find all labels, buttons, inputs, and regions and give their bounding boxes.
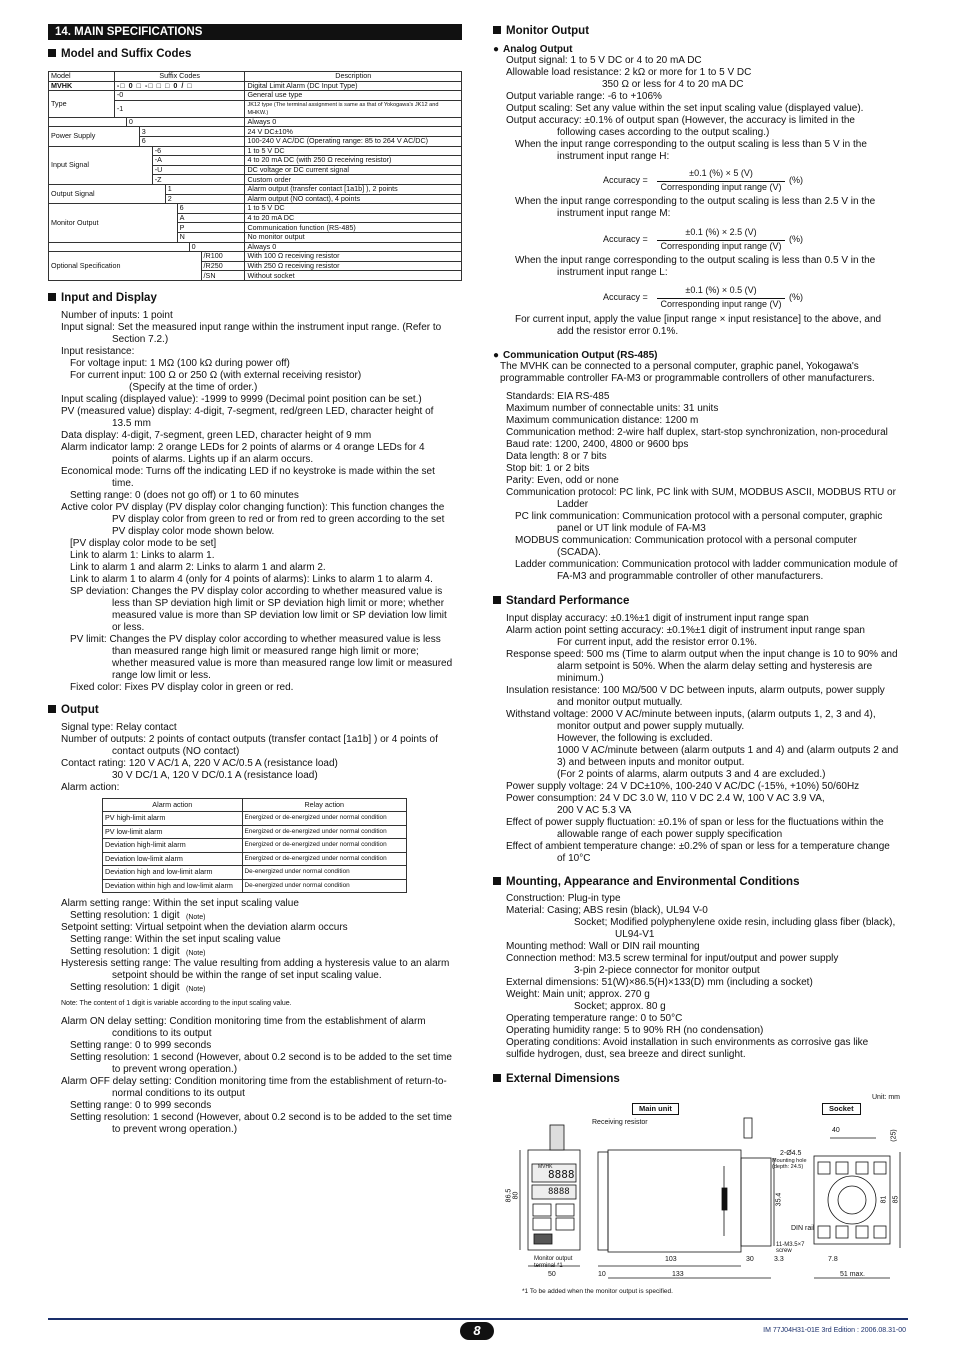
description-cell: No monitor output (245, 232, 462, 242)
mounting-heading: Mounting, Appearance and Environmental Conditions (493, 876, 799, 888)
text-line: 200 V AC 5.3 VA (557, 805, 632, 816)
group-label: Optional Specification (49, 252, 202, 281)
description-cell: JK12 type (The terminal assignment is same as that of Yokogawa's JK12 and MHKW.) (245, 100, 462, 117)
text-line: Operating conditions: Avoid installation in such environments as corrosive gas like (506, 1037, 869, 1048)
text-line: Setting range: Within the set input scaling value (70, 934, 281, 945)
text-line: monitor output and power supply mutually. (557, 721, 745, 732)
text-line: Baud rate: 1200, 2400, 4800 or 9600 bps (506, 439, 689, 450)
dim-85: 85 (892, 1195, 900, 1204)
text-line: PV display color from green to red or from red to green according to the set (112, 514, 445, 525)
text-line: For voltage input: 1 MΩ (100 kΩ during power off) (70, 358, 290, 369)
text-line: Power supply voltage: 24 V DC±10%, 100-240 V AC/DC (-15%, +10%) 50/60Hz (506, 781, 860, 792)
text-line: Alarm setting range: Within the set input scaling value (61, 898, 299, 909)
text-line: Insulation resistance: 100 MΩ/500 V DC between inputs, alarm outputs, power supply (506, 685, 885, 696)
alarm-action-cell: Deviation high and low-limit alarm (103, 866, 243, 880)
table-row (103, 812, 407, 826)
table-row (49, 81, 462, 91)
description-cell: General use type (245, 91, 462, 101)
table-row (103, 852, 407, 866)
text-line: Standards: EIA RS-485 (506, 391, 610, 402)
relay-action-cell: De-energized under normal condition (242, 879, 406, 893)
text-line: Operating humidity range: 5 to 90% RH (no condensation) (506, 1025, 764, 1036)
description-cell: 1 to 5 V DC (245, 204, 462, 214)
mounting-hole-note: Mounting hole (depth: 24.5) (772, 1158, 807, 1170)
text-line: add the resistor error 0.1%. (557, 326, 679, 337)
text-line: (Specify at the time of order.) (129, 382, 258, 393)
description-cell: Always 0 (245, 117, 462, 127)
text-line: PV display color mode shown below. (112, 526, 275, 537)
header-suffix: Suffix Codes (114, 72, 245, 82)
text-line: instrument input range L: (557, 267, 668, 278)
text-line: contact outputs (NO contact) (112, 746, 240, 757)
text-line: setpoint should be within the range of set input scaling value. (112, 970, 382, 981)
text-line: PV limit: Changes the PV display color according to whether measured value is less (70, 634, 441, 645)
text-line: programmable controller FA-M3 or programmable controllers of other manufacturers. (500, 373, 875, 384)
text-line: Link to alarm 1 to alarm 4 (only for 4 points of alarms): Links to alarm 1 to alarm 4. (70, 574, 433, 585)
note-tag: (Note) (186, 986, 206, 993)
table-row (49, 242, 462, 252)
output-heading: Output (48, 704, 99, 716)
description-cell: 4 to 20 mA DC (245, 213, 462, 223)
alarm-action-table (102, 798, 407, 893)
text-line: instrument input range M: (557, 208, 671, 219)
text-line: Link to alarm 1 and alarm 2: Links to alarm 1 and alarm 2. (70, 562, 326, 573)
dimensions-footnote: *1 To be added when the monitor output is specified. (522, 1288, 673, 1295)
dim-51max: 51 max. (840, 1271, 865, 1278)
text-line: Input scaling (displayed value): -1999 to 9999 (Decimal point position can be set.) (61, 394, 422, 405)
description-cell: Custom order (245, 175, 462, 185)
mounting-hole-label: 2-Ø4.5 (780, 1150, 802, 1157)
text-line: SP deviation: Changes the PV display color according to whether measured value is (70, 586, 443, 597)
text-line: However, the following is excluded. (557, 733, 713, 744)
monitor-terminal-label: Monitor output terminal *1 (534, 1256, 573, 1269)
text-line: When the input range corresponding to the output scaling is less than 2.5 V in the (515, 196, 876, 207)
description-cell: 4 to 20 mA DC (with 250 Ω receiving resistor) (245, 156, 462, 166)
dim-40: 40 (832, 1127, 840, 1134)
alarm-action-cell: PV high-limit alarm (103, 812, 243, 826)
empty-cell (49, 117, 127, 127)
text-line: sulfide hydrogen, dust, sea breeze and direct sunlight. (506, 1049, 746, 1060)
description-cell: Always 0 (245, 242, 462, 252)
text-line: External dimensions: 51(W)×86.5(H)×133(D) mm (including a socket) (506, 977, 813, 988)
text-line: Contact rating: 120 V AC/1 A, 220 V AC/0.5 A (resistance load) (61, 758, 338, 769)
alarm-action-cell: Deviation high-limit alarm (103, 839, 243, 853)
table-row (49, 117, 462, 127)
table-row (49, 204, 462, 214)
text-line: allowable range of each power supply specification (557, 829, 783, 840)
text-line: Section 7.2.) (112, 334, 169, 345)
table-row (49, 91, 462, 101)
dim-10: 10 (598, 1271, 606, 1278)
text-line: Signal type: Relay contact (61, 722, 177, 733)
code-cell: N (177, 232, 245, 242)
text-line: Alarm action point setting accuracy: ±0.1%±1 digit of instrument input range span (506, 625, 865, 636)
header-description: Description (245, 72, 462, 82)
table-header-row (103, 799, 407, 812)
description-cell: Communication function (RS-485) (245, 223, 462, 233)
text-line: Effect of ambient temperature change: ±0.2% of span or less for a temperature change (506, 841, 890, 852)
text-line: Setting resolution: 1 digit (70, 910, 180, 921)
text-line: Alarm OFF delay setting: Condition monitoring time from the establishment of return-to- (61, 1076, 447, 1087)
table-row (103, 839, 407, 853)
text-line: less than SP deviation high limit or SP deviation high limit or more; whether (112, 598, 445, 609)
dim-30: 30 (746, 1256, 754, 1263)
text-line: 30 V DC/1 A, 120 V DC/0.1 A (resistance load) (112, 770, 318, 781)
section-title: 14. MAIN SPECIFICATIONS (48, 24, 462, 40)
text-line: For current input, apply the value [input range × input resistance] to the above, and (515, 314, 882, 325)
group-label: Input Signal (49, 146, 153, 184)
text-line: FA-M3 and programmable controller of other manufacturers. (557, 571, 824, 582)
text-line: Setting resolution: 1 digit (70, 982, 180, 993)
text-line: Allowable load resistance: 2 kΩ or more for 1 to 5 V DC (506, 67, 752, 78)
document-reference: IM 77J04H31-01E 3rd Edition : 2006.08.31-00 (763, 1327, 906, 1334)
text-line: range low limit or less. (112, 670, 211, 681)
group-label: Monitor Output (49, 204, 178, 242)
input-display-heading: Input and Display (48, 292, 157, 304)
description-cell: Alarm output (transfer contact [1a1b] ), 2 points (245, 184, 462, 194)
page-number: 8 (460, 1322, 494, 1340)
group-label: Type (49, 91, 115, 118)
description-cell: Alarm output (NO contact), 4 points (245, 194, 462, 204)
description-cell: 24 V DC±10% (245, 127, 462, 137)
text-line: Output accuracy: ±0.1% of output span (However, the accuracy is limited in the (506, 115, 855, 126)
text-line: Connection method: M3.5 screw terminal for input/output and power supply (506, 953, 839, 964)
table-row (103, 866, 407, 880)
text-line: Alarm ON delay setting: Condition monitoring time from the establishment of alarm (61, 1016, 426, 1027)
header-model: Model (49, 72, 115, 82)
text-line: of 10°C (557, 853, 591, 864)
dim-7-8: 7.8 (828, 1256, 838, 1263)
table-row (49, 252, 462, 262)
group-label: Output Signal (49, 184, 166, 203)
dim-35-4: 35.4 (775, 1192, 783, 1207)
table-row (103, 825, 407, 839)
text-line: and monitor output mutually. (557, 697, 683, 708)
text-line: 3-pin 2-piece connector for monitor output (574, 965, 760, 976)
text-line: When the input range corresponding to the output scaling is less than 5 V in the (515, 139, 867, 150)
code-cell: 6 (177, 204, 245, 214)
dimensions-heading: External Dimensions (493, 1073, 620, 1085)
suffix-pattern: -□ 0 □ -□ □ □ 0 / □ (114, 81, 245, 91)
code-cell: /R100 (201, 252, 245, 262)
text-line: For current input, add the resistor error 0.1%. (557, 637, 758, 648)
text-line: Effect of power supply fluctuation: ±0.1% of span or less for the fluctuations within the (506, 817, 884, 828)
dim-3-3: 3.3 (774, 1256, 784, 1263)
text-line: or less. (112, 622, 145, 633)
text-line: following cases according to the output scaling.) (557, 127, 770, 138)
table-row (49, 127, 462, 137)
relay-action-cell: Energized or de-energized under normal condition (242, 812, 406, 826)
text-line: Withstand voltage: 2000 V AC/minute between inputs, (alarm outputs 1, 2, 3 and 4), (506, 709, 876, 720)
text-line: PC link communication: Communication protocol with a personal computer, graphic (515, 511, 883, 522)
dim-133: 133 (672, 1271, 684, 1278)
text-line: Economical mode: Turns off the indicating LED if no keystroke is made within the set (61, 466, 435, 477)
analog-output-subheading: ● Analog Output (493, 44, 572, 55)
alarm-action-cell: Deviation within high and low-limit alarm (103, 879, 243, 893)
text-line: Input display accuracy: ±0.1%±1 digit of instrument input range span (506, 613, 809, 624)
description-cell: DC voltage or DC current signal (245, 165, 462, 175)
table-row (103, 879, 407, 893)
text-line: minimum.) (557, 673, 604, 684)
text-line: Output signal: 1 to 5 V DC or 4 to 20 mA DC (506, 55, 702, 66)
text-line: Maximum number of connectable units: 31 units (506, 403, 719, 414)
text-line: 1000 V AC/minute between (alarm outputs 1 and 4) and (alarm outputs 2 and (557, 745, 899, 756)
note-tag: (Note) (186, 950, 206, 957)
text-line: Setpoint setting: Virtual setpoint when the deviation alarm occurs (61, 922, 348, 933)
text-line: (For 2 points of alarms, alarm outputs 3 and 4 are excluded.) (557, 769, 826, 780)
dim-103: 103 (665, 1256, 677, 1263)
text-line: Stop bit: 1 or 2 bits (506, 463, 590, 474)
text-line: MODBUS communication: Communication protocol with a personal computer (515, 535, 857, 546)
alarm-action-cell: PV low-limit alarm (103, 825, 243, 839)
description-cell: 100-240 V AC/DC (Operating range: 85 to 264 V AC/DC) (245, 136, 462, 146)
code-cell: 0 (126, 117, 245, 127)
dim-50: 50 (548, 1271, 556, 1278)
note-text: Note: The content of 1 digit is variable according to the input scaling value. (61, 1000, 292, 1007)
text-line: Weight: Main unit; approx. 270 g (506, 989, 650, 1000)
text-line: PV (measured value) display: 4-digit, 7-segment, red/green LED, character height of (61, 406, 434, 417)
text-line: Mounting method: Wall or DIN rail mounting (506, 941, 700, 952)
dim-86-5: 86.5 (505, 1188, 513, 1203)
text-line: Setting range: 0 to 999 seconds (70, 1040, 212, 1051)
text-line: conditions to its output (112, 1028, 212, 1039)
text-line: Setting resolution: 1 second (However, about 0.2 second is to be added to the set time (70, 1112, 452, 1123)
text-line: than measured range high limit or measured range high limit or more; (112, 646, 419, 657)
main-unit-label: Main unit (632, 1103, 679, 1115)
code-cell: -A (152, 156, 245, 166)
din-rail-label: DIN rail (791, 1225, 815, 1232)
text-line: to prevent wrong operation.) (112, 1124, 238, 1135)
text-line: Input signal: Set the measured input range within the instrument input range. (Refer to (61, 322, 442, 333)
face-pv-display: 8888 (548, 1168, 575, 1181)
text-line: Alarm indicator lamp: 2 orange LEDs for 2 points of alarms or 4 orange LEDs for 4 (61, 442, 425, 453)
text-line: Input resistance: (61, 346, 135, 357)
text-line: Communication method: 2-wire half duplex, start-stop synchronization, non-procedural (506, 427, 888, 438)
text-line: UL94-V1 (615, 929, 655, 940)
text-line: Output scaling: Set any value within the set input scaling value (displayed value). (506, 103, 864, 114)
text-line: Maximum communication distance: 1200 m (506, 415, 699, 426)
text-line: alarm setpoint is 50%. When the alarm delay setting and hysteresis are (557, 661, 873, 672)
text-line: Setting resolution: 1 second (However, about 0.2 second is to be added to the set time (70, 1052, 452, 1063)
face-model: MVHK (538, 1164, 553, 1170)
text-line: Operating temperature range: 0 to 50°C (506, 1013, 683, 1024)
text-line: [PV display color mode to be set] (70, 538, 217, 549)
code-cell: 6 (139, 136, 245, 146)
text-line: Number of inputs: 1 point (61, 310, 173, 321)
header-relay-action: Relay action (242, 799, 406, 812)
relay-action-cell: Energized or de-energized under normal condition (242, 825, 406, 839)
model-heading: Model and Suffix Codes (48, 48, 191, 60)
relay-action-cell: De-energized under normal condition (242, 866, 406, 880)
text-line: Construction: Plug-in type (506, 893, 621, 904)
code-cell: 2 (165, 194, 245, 204)
text-line: normal conditions to its output (112, 1088, 245, 1099)
code-cell: P (177, 223, 245, 233)
text-line: Alarm action: (61, 782, 120, 793)
text-line: Number of outputs: 2 points of contact outputs (transfer contact [1a1b] ) or 4 points of (61, 734, 438, 745)
relay-action-cell: Energized or de-energized under normal condition (242, 839, 406, 853)
text-line: (SCADA). (557, 547, 601, 558)
text-line: Socket; approx. 80 g (574, 1001, 666, 1012)
description-cell: 1 to 5 V DC (245, 146, 462, 156)
description-cell: Digital Limit Alarm (DC Input Type) (245, 81, 462, 91)
text-line: Response speed: 500 ms (Time to alarm output when the input change is 10 to 90% and (506, 649, 898, 660)
model-suffix-table (48, 71, 462, 281)
description-cell: With 250 Ω receiving resistor (245, 261, 462, 271)
socket-label: Socket (822, 1103, 861, 1115)
text-line: points of alarms. Lights up if an alarm occurs. (112, 454, 314, 465)
dimensions-drawing (500, 1092, 908, 1300)
performance-heading: Standard Performance (493, 595, 629, 607)
code-cell: -6 (152, 146, 245, 156)
code-cell: -U (152, 165, 245, 175)
header-alarm-action: Alarm action (103, 799, 243, 812)
unit-label: Unit: mm (872, 1094, 900, 1101)
table-header-row (49, 72, 462, 82)
text-line: Link to alarm 1: Links to alarm 1. (70, 550, 215, 561)
text-line: Fixed color: Fixes PV display color in green or red. (70, 682, 294, 693)
table-row (49, 146, 462, 156)
code-cell: /R250 (201, 261, 245, 271)
text-line: whether measured value is more than measured range low limit or measured (112, 658, 453, 669)
code-cell: /SN (201, 271, 245, 281)
text-line: Communication protocol: PC link, PC link with SUM, MODBUS ASCII, MODBUS RTU or (506, 487, 896, 498)
text-line: Setting range: 0 (does not go off) or 1 to 60 minutes (70, 490, 299, 501)
text-line: 350 Ω or less for 4 to 20 mA DC (602, 79, 744, 90)
text-line: Ladder (557, 499, 589, 510)
text-line: 13.5 mm (112, 418, 151, 429)
empty-cell (49, 242, 190, 252)
text-line: measured value is more than SP deviation low limit or SP deviation low limit (112, 610, 447, 621)
text-line: Hysteresis setting range: The value resulting from adding a hysteresis value to an alarm (61, 958, 450, 969)
code-cell: 0 (189, 242, 245, 252)
text-line: The MVHK can be connected to a personal computer, graphic panel, Yokogawa's (500, 361, 859, 372)
alarm-action-cell: Deviation low-limit alarm (103, 852, 243, 866)
text-line: Socket; Modified polyphenylene oxide resin, including glass fiber (black), (574, 917, 896, 928)
text-line: to prevent wrong operation.) (112, 1064, 238, 1075)
code-cell: -1 (114, 100, 245, 117)
description-cell: With 100 Ω receiving resistor (245, 252, 462, 262)
text-line: time. (112, 478, 134, 489)
text-line: Power consumption: 24 V DC 3.0 W, 110 V DC 2.4 W, 100 V AC 3.9 VA, (506, 793, 825, 804)
face-data-display: 8888 (548, 1187, 570, 1197)
text-line: Setting range: 0 to 999 seconds (70, 1100, 212, 1111)
monitor-output-heading: Monitor Output (493, 25, 589, 37)
text-line: For current input: 100 Ω or 250 Ω (with external receiving resistor) (70, 370, 362, 381)
group-label: Power Supply (49, 127, 140, 146)
code-cell: -0 (114, 91, 245, 101)
dim-81: 81 (880, 1195, 888, 1204)
description-cell: Without socket (245, 271, 462, 281)
table-row (49, 184, 462, 194)
receiving-resistor-label: Receiving resistor (592, 1119, 648, 1126)
text-line: 3) and between inputs and monitor output. (557, 757, 745, 768)
text-line: Ladder communication: Communication protocol with ladder communication module of (515, 559, 898, 570)
dim-80: 80 (512, 1191, 520, 1200)
model-code: MVHK (49, 81, 115, 91)
dim-25: (25) (890, 1129, 898, 1142)
text-line: Data display: 4-digit, 7-segment, green LED, character height of 9 mm (61, 430, 372, 441)
code-cell: -Z (152, 175, 245, 185)
footer-rule (48, 1318, 908, 1320)
text-line: Active color PV display (PV display color changing function): This function changes the (61, 502, 445, 513)
text-line: instrument input range H: (557, 151, 670, 162)
note-tag: (Note) (186, 914, 206, 921)
text-line: Setting resolution: 1 digit (70, 946, 180, 957)
text-line: When the input range corresponding to the output scaling is less than 0.5 V in the (515, 255, 876, 266)
code-cell: 1 (165, 184, 245, 194)
text-line: Material: Casing; ABS resin (black), UL94 V-0 (506, 905, 708, 916)
communication-subheading: ● Communication Output (RS-485) (493, 350, 658, 361)
code-cell: 3 (139, 127, 245, 137)
text-line: Data length: 8 or 7 bits (506, 451, 607, 462)
relay-action-cell: Energized or de-energized under normal condition (242, 852, 406, 866)
text-line: panel or UT link module of FA-M3 (557, 523, 706, 534)
text-line: Output variable range: -6 to +106% (506, 91, 662, 102)
code-cell: A (177, 213, 245, 223)
text-line: Parity: Even, odd or none (506, 475, 619, 486)
screw-label: 11-M3.5×7 screw (776, 1242, 805, 1254)
